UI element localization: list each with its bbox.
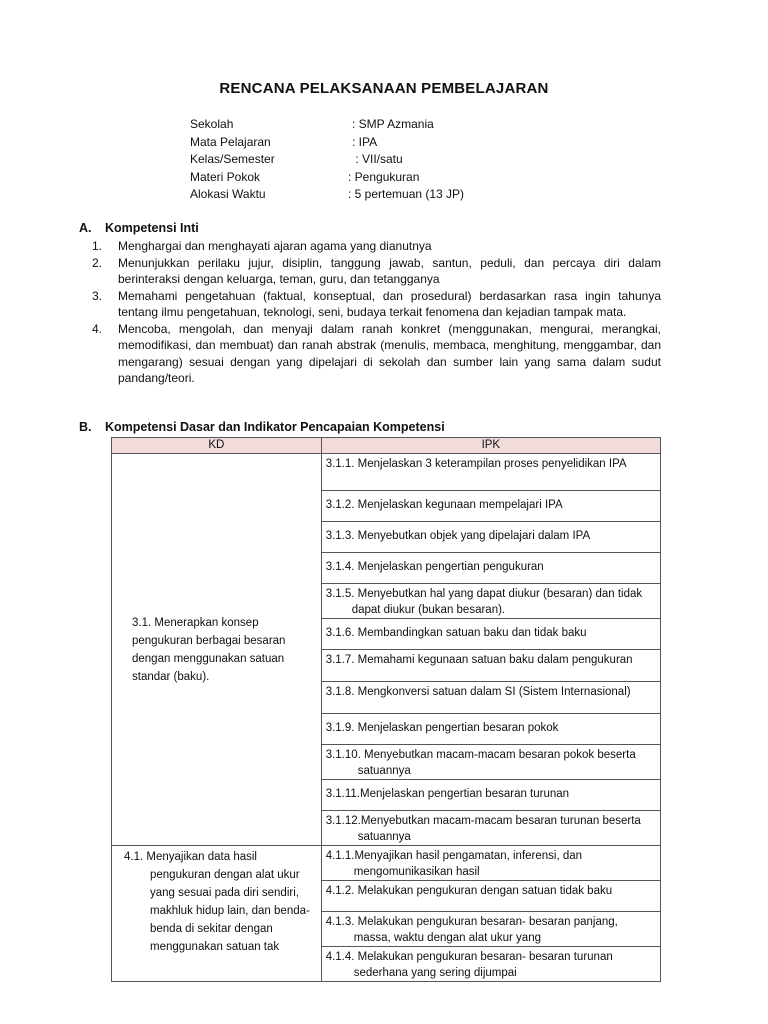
- item-number: 1.: [92, 239, 103, 253]
- ipk-cell: [321, 947, 660, 982]
- ipk-cell: [321, 619, 660, 650]
- info-value: : SMP Azmania: [352, 117, 434, 131]
- table-header-row: [112, 438, 661, 454]
- item-number: 3.: [92, 288, 103, 303]
- ipk-text: 3.1.9. Menjelaskan pengertian besaran pokok: [325, 722, 559, 734]
- ipk-text: 4.1.2. Melakukan pengukuran dengan satuan tidak baku: [325, 885, 613, 897]
- section-title: Kompetensi Dasar dan Indikator Pencapaian Kompetensi: [105, 420, 445, 434]
- info-label: Kelas/Semester: [190, 152, 275, 166]
- ipk-cell: [321, 714, 660, 745]
- kompetensi-inti-list: [92, 238, 661, 387]
- document-title: RENCANA PELAKSANAAN PEMBELAJARAN: [219, 80, 549, 97]
- section-number: A.: [79, 221, 92, 235]
- ipk-cell: [321, 650, 660, 682]
- ipk-cell: [321, 745, 660, 780]
- list-item: [92, 321, 661, 387]
- list-item: [92, 255, 661, 288]
- ipk-cell: [321, 811, 660, 846]
- ipk-cell: [321, 682, 660, 714]
- info-label: Sekolah: [190, 117, 234, 131]
- kd-text: 3.1. Menerapkan konsep pengukuran berbagai besaran dengan menggunakan satuan standar (baku).: [132, 616, 289, 683]
- section-number: B.: [79, 420, 92, 434]
- info-label: Materi Pokok: [190, 169, 261, 184]
- section-b-heading: [79, 420, 445, 434]
- kd-cell: [112, 846, 322, 982]
- kd-cell: [112, 454, 322, 846]
- item-number: 2.: [92, 255, 103, 270]
- ipk-cell: [321, 912, 660, 947]
- ipk-text: 3.1.11.Menjelaskan pengertian besaran turunan: [325, 788, 570, 800]
- ipk-cell: [321, 846, 660, 881]
- header-ipk: IPK: [321, 438, 660, 454]
- ipk-text: 4.1.4. Melakukan pengukuran besaran- besaran turunan sederhana yang sering dijumpai: [325, 951, 613, 979]
- section-title: Kompetensi Inti: [105, 221, 199, 235]
- ipk-text: 3.1.3. Menyebutkan objek yang dipelajari dalam IPA: [325, 530, 591, 542]
- ipk-text: 3.1.2. Menjelaskan kegunaan mempelajari IPA: [325, 499, 563, 511]
- ipk-cell: [321, 553, 660, 584]
- table-row: [112, 454, 661, 491]
- list-item: [92, 288, 661, 321]
- info-value: : VII/satu: [352, 152, 403, 166]
- ipk-text: 3.1.5. Menyebutkan hal yang dapat diukur (besaran) dan tidak dapat diukur (bukan besaran).: [325, 588, 643, 616]
- info-label: Alokasi Waktu: [190, 187, 266, 201]
- ipk-text: 3.1.6. Membandingkan satuan baku dan tidak baku: [325, 627, 587, 639]
- item-text: Menghargai dan menghayati ajaran agama yang dianutnya: [118, 239, 432, 253]
- ipk-text: 4.1.3. Melakukan pengukuran besaran- besaran panjang, massa, waktu dengan alat ukur yang: [325, 916, 618, 944]
- list-item: [92, 238, 661, 255]
- info-value: : IPA: [352, 134, 378, 149]
- ipk-text: 3.1.4. Menjelaskan pengertian pengukuran: [325, 561, 544, 573]
- info-row-alokasi: [190, 186, 610, 204]
- ipk-text: 4.1.1.Menyajikan hasil pengamatan, inferensi, dan mengomunikasikan hasil: [325, 850, 583, 878]
- section-a-heading: [79, 221, 199, 235]
- kd-text: 4.1. Menyajikan data hasil pengukuran dengan alat ukur yang sesuai pada diri sendiri, makhluk hidup lain, dan benda-benda di sekitar dengan menggunakan satuan tak: [124, 851, 310, 953]
- ipk-cell: [321, 491, 660, 522]
- ipk-text: 3.1.10. Menyebutkan macam-macam besaran pokok beserta satuannya: [325, 749, 636, 777]
- item-text: Menunjukkan perilaku jujur, disiplin, tanggung jawab, santun, peduli, dan percaya diri dalam berinteraksi dengan keluarga, teman, guru, dan tetangganya: [118, 255, 661, 286]
- info-row-materi: [190, 169, 610, 187]
- info-label: Mata Pelajaran: [190, 134, 271, 149]
- ipk-text: 3.1.8. Mengkonversi satuan dalam SI (Sistem Internasional): [325, 686, 631, 698]
- item-text: Mencoba, mengolah, dan menyaji dalam ranah konkret (menggunakan, mengurai, merangkai, memodifikasi, dan membuat) dan ranah abstrak (menulis, membaca, menghitung, menggambar, dan mengarang) sesuai dengan yang dipelajari di sekolah dan sumber lain yang sama dalam sudut pandang/teori.: [118, 321, 661, 385]
- table-row: [112, 846, 661, 881]
- info-row-mapel: [190, 134, 610, 152]
- ipk-cell: [321, 522, 660, 553]
- ipk-text: 3.1.7. Memahami kegunaan satuan baku dalam pengukuran: [325, 654, 633, 666]
- info-value: : 5 pertemuan (13 JP): [348, 187, 465, 201]
- header-kd: KD: [112, 438, 322, 454]
- ipk-cell: [321, 584, 660, 619]
- kd-ipk-table: [111, 437, 661, 982]
- ipk-text: 3.1.12.Menyebutkan macam-macam besaran turunan beserta satuannya: [325, 815, 641, 843]
- info-row-kelas: [190, 151, 610, 169]
- ipk-cell: [321, 881, 660, 912]
- info-row-sekolah: [190, 116, 610, 134]
- ipk-cell: [321, 454, 660, 491]
- item-text: Memahami pengetahuan (faktual, konseptual, dan prosedural) berdasarkan rasa ingin tahunya tentang ilmu pengetahuan, teknologi, seni, budaya terkait fenomena dan kejadian tampak mata.: [118, 288, 661, 319]
- info-value: : Pengukuran: [348, 169, 420, 184]
- info-block: [190, 116, 610, 204]
- ipk-text: 3.1.1. Menjelaskan 3 keterampilan proses penyelidikan IPA: [325, 458, 627, 470]
- item-number: 4.: [92, 321, 103, 336]
- ipk-cell: [321, 780, 660, 811]
